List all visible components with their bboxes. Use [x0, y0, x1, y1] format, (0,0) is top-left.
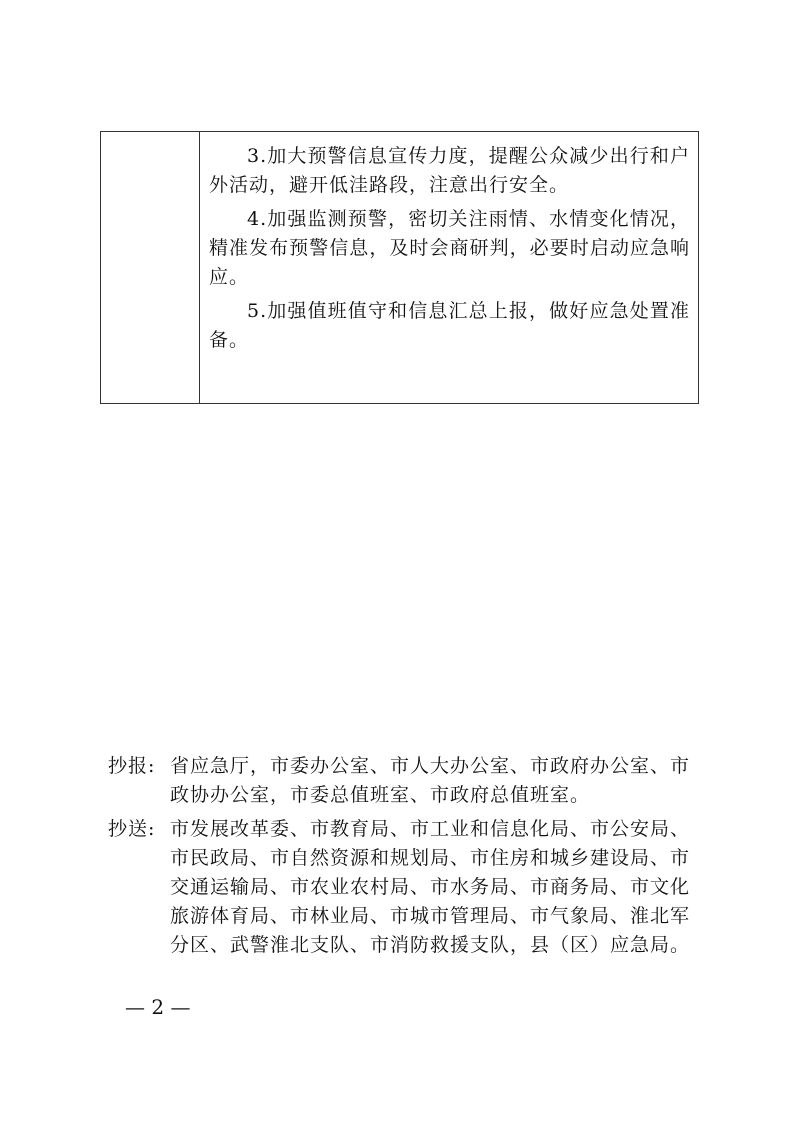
page-number: — 2 — [125, 995, 191, 1019]
measures-cell [209, 142, 690, 360]
measure-item-5: 5.加强值班值守和信息汇总上报，做好应急处置准备。 [209, 300, 690, 351]
measure-item-4: 4.加强监测预警，密切关注雨情、水情变化情况，精准发布预警信息，及时会商研判，必要时启动应急响应。 [209, 208, 690, 288]
table-column-divider [199, 132, 200, 403]
distribution-list [108, 752, 708, 965]
report-to-label: 抄报: [108, 755, 156, 777]
copy-to-row [108, 815, 708, 960]
measure-item-3: 3.加大预警信息宣传力度，提醒公众减少出行和户外活动，避开低洼路段，注意出行安全。 [209, 145, 690, 196]
copy-to-recipients: 市发展改革委、市教育局、市工业和信息化局、市公安局、市民政局、市自然资源和规划局、市住房和城乡建设局、市交通运输局、市农业农村局、市水务局、市商务局、市文化旅游体育局、市林业局、市城市管理局、市气象局、淮北军分区、武警淮北支队、市消防救援支队，县（区）应急局。 [170, 818, 691, 956]
report-to-recipients: 省应急厅，市委办公室、市人大办公室、市政府办公室、市政协办公室，市委总值班室、市政府总值班室。 [170, 755, 691, 806]
report-to-row [108, 752, 708, 810]
copy-to-label: 抄送: [108, 818, 156, 840]
measures-table [100, 131, 699, 404]
